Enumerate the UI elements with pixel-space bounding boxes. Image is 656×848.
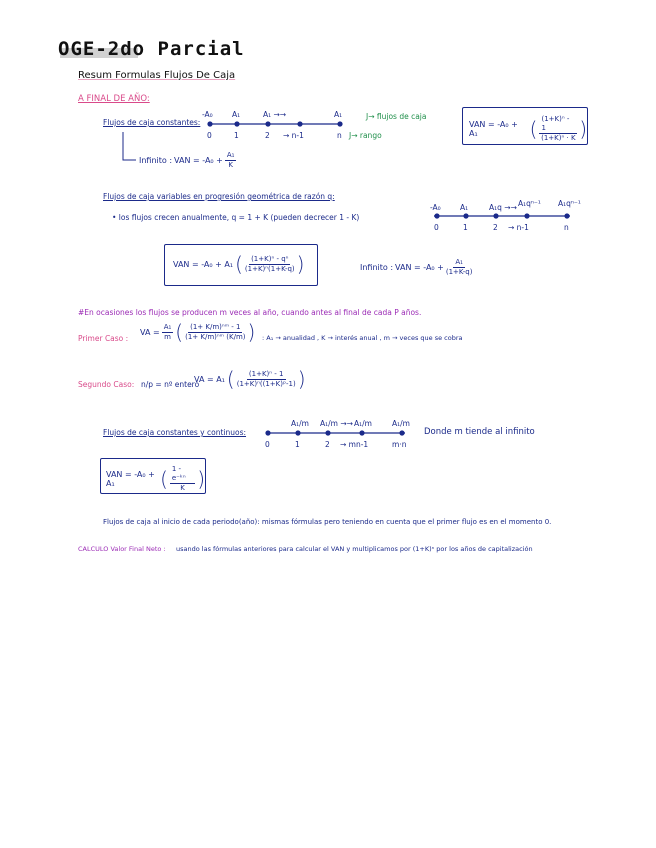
const-t1: A₁ (232, 110, 241, 119)
geom-infinite-lhs: VAN = -A₀ + (395, 263, 444, 272)
const-timeline (208, 122, 342, 126)
primer-caso-num: (1+ K/m)ⁿᵐ - 1 (190, 322, 241, 331)
const-infinite-den: K (228, 161, 233, 169)
const-b4: n (337, 131, 342, 140)
continuos-note: Donde m tiende al infinito (424, 427, 535, 437)
geom-b4: n (564, 223, 569, 232)
geom-timeline (434, 214, 570, 218)
page-subtitle: Resum Formulas Flujos De Caja (78, 70, 236, 81)
segundo-caso-cond: n/p = nº entero (141, 380, 200, 389)
const-t3: A₁ (334, 110, 343, 119)
cont-b1: 1 (295, 440, 300, 449)
segundo-caso-num: (1+K)ⁿ - 1 (248, 369, 284, 378)
primer-caso-f1-num: A₁ (163, 322, 172, 331)
segundo-caso-lhs: VA = A₁ (194, 374, 225, 384)
const-van-box: VAN = -A₀ + A₁ ( $\frac{\text{(1+K)ⁿ - 1}}{\text{(1+K)ⁿ · K}}$ ) (462, 107, 588, 145)
cont-t1: A₁/m →→ (320, 419, 353, 428)
const-van-lhs: VAN = -A₀ + A₁ (469, 120, 518, 138)
geom-van-lhs: VAN = -A₀ + A₁ (173, 259, 234, 269)
geom-infinite (360, 258, 472, 277)
const-infinite (139, 151, 236, 170)
cont-b0: 0 (265, 440, 270, 449)
primer-caso-lhs: VA = (140, 327, 160, 337)
geom-bullet: • los flujos crecen anualmente, q = 1 + K (pueden decrecer 1 - K) (112, 213, 360, 222)
geom-label: Flujos de caja variables en progresión geométrica de razón q: (103, 192, 335, 201)
geom-t2: A₁q →→ (489, 203, 517, 212)
continuos-van-den: K (180, 484, 185, 492)
geom-t4: A₁qⁿ⁻¹ (558, 199, 581, 208)
geom-t1: A₁ (460, 203, 469, 212)
continuos-van-num: 1 - e⁻ᵏⁿ (170, 465, 195, 484)
const-note-range: J→ rango (349, 131, 382, 140)
primer-caso-note: : A₁ → anualidad , K → interés anual , m → veces que se cobra (262, 334, 463, 342)
geom-infinite-den: (1+K-q) (445, 268, 473, 276)
geom-van-den: (1+K)ⁿ(1+K-q) (244, 264, 295, 273)
geom-b0: 0 (434, 223, 439, 232)
geom-b3: → n-1 (508, 223, 529, 232)
const-van-den: (1+K)ⁿ · K (541, 134, 576, 142)
cont-b4: m·n (392, 440, 407, 449)
const-b3: → n-1 (283, 131, 304, 140)
section-a-heading: A FINAL DE AÑO: (78, 94, 150, 104)
const-infinite-label: Infinito : (139, 156, 173, 165)
const-b1: 1 (234, 131, 239, 140)
const-van-num: (1+K)ⁿ - 1 (539, 115, 577, 134)
geom-infinite-num: A₁ (455, 258, 463, 266)
primer-caso-den: (1+ K/m)ⁿᵐ (K/m) (185, 332, 246, 341)
primer-caso-label: Primer Caso : (78, 334, 129, 343)
continuos-label: Flujos de caja constantes y continuos: (103, 428, 247, 437)
geom-b1: 1 (463, 223, 468, 232)
geom-t3: A₁qⁿ⁻¹ (518, 199, 541, 208)
infinite-arrow (123, 132, 136, 160)
primer-caso-f1-den: m (164, 332, 171, 341)
const-note-flows: J→ flujos de caja (366, 112, 427, 121)
cont-t3: A₁/m (392, 419, 410, 428)
const-b2: 2 (265, 131, 270, 140)
const-b0: 0 (207, 131, 212, 140)
calculo-label: CALCULO Valor Final Neto : (78, 545, 166, 553)
geom-infinite-label: Infinito : (360, 263, 394, 272)
primer-caso-formula: VA = $\frac{\text{A₁}}{m}$ ( $\frac{\text{(1+ K/m)ⁿᵐ - 1}}{\text{(1+ K/m)ⁿᵐ (K/m)}}$ ) (140, 320, 256, 344)
continuous-timeline (266, 431, 405, 435)
const-infinite-lhs: VAN = -A₀ + (174, 156, 223, 165)
continuos-van-box: VAN = -A₀ + A₁ ( $\frac{\text{1 - e⁻ᵏⁿ}}{K}$ ) (100, 458, 206, 494)
geom-b2: 2 (493, 223, 498, 232)
page-title: OGE-2do Parcial (58, 38, 245, 60)
cont-b2: 2 (325, 440, 330, 449)
segundo-caso-formula: VA = A₁ ( $\frac{\text{(1+K)ⁿ - 1}}{\text{(1+K)ⁿ((1+K)ᵖ-1)}}$ ) (194, 367, 306, 391)
periods-note: #En ocasiones los flujos se producen m veces al año, cuando antes al final de cada P años. (78, 308, 422, 317)
segundo-caso-den: (1+K)ⁿ((1+K)ᵖ-1) (236, 379, 296, 388)
cont-b3: → mn-1 (340, 440, 369, 449)
const-t2: A₁ →→ (263, 110, 287, 119)
cont-t2: A₁/m (354, 419, 372, 428)
segundo-caso-label: Segundo Caso: (78, 380, 135, 389)
const-label: Flujos de caja constantes: (103, 118, 201, 127)
cont-t0: A₁/m (291, 419, 309, 428)
inicio-note: Flujos de caja al inicio de cada periodo(año): mismas fórmulas pero teniendo en cuenta que el primer flujo es en el momento 0. (103, 518, 552, 526)
geom-van-num: (1+K)ⁿ - qⁿ (251, 254, 289, 263)
const-t0: -A₀ (202, 110, 213, 119)
const-infinite-num: A₁ (226, 151, 235, 159)
geom-van-box: VAN = -A₀ + A₁ ( $\frac{\text{(1+K)ⁿ - qⁿ}}{\text{(1+K)ⁿ(1+K-q)}}$ ) (164, 244, 318, 286)
continuos-van-lhs: VAN = -A₀ + A₁ (106, 470, 155, 488)
geom-t0: -A₀ (430, 203, 441, 212)
calculo-text: usando las fórmulas anteriores para calcular el VAN y multiplicamos por (1+K)ⁿ por los años de capitalización (176, 545, 533, 553)
